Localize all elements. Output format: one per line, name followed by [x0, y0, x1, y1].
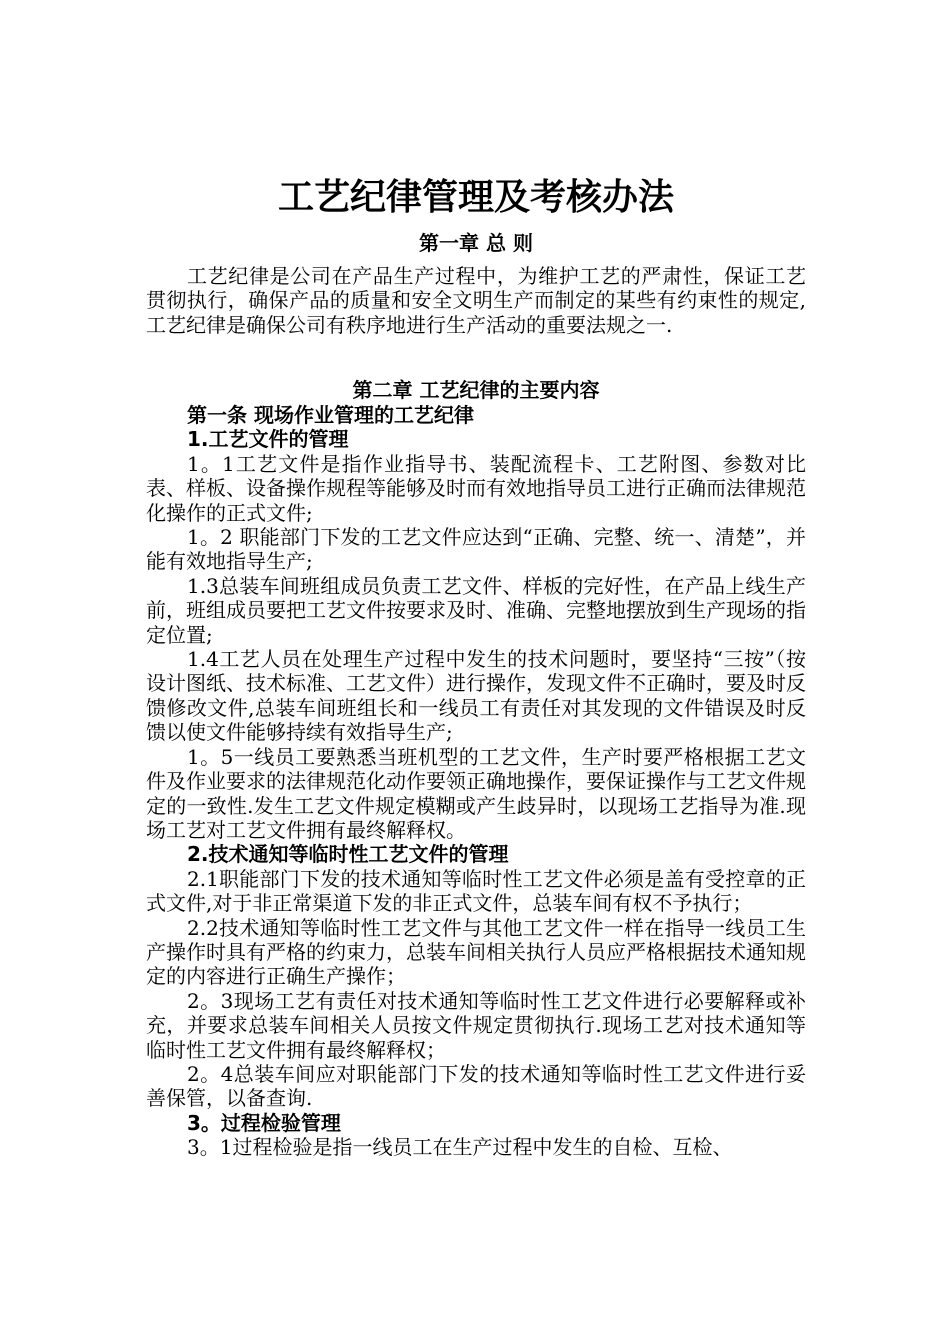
section-1-item: 1。2 职能部门下发的工艺文件应达到“正确、完整、统一、清楚”，并能有效地指导生产; — [146, 525, 806, 574]
section-1-item: 1.3总装车间班组成员负责工艺文件、样板的完好性，在产品上线生产前，班组成员要把工艺文件按要求及时、准确、完整地摆放到生产现场的指定位置; — [146, 573, 806, 647]
chapter-1-body — [146, 264, 806, 337]
section-1-heading: 1.工艺文件的管理 — [187, 427, 349, 452]
article-1-heading: 第一条 现场作业管理的工艺纪律 — [187, 403, 474, 427]
section-2-item: 2.1职能部门下发的技术通知等临时性工艺文件必须是盖有受控章的正式文件,对于非正常渠道下发的非正式文件，总装车间有权不予执行； — [146, 866, 806, 916]
chapter-2-heading: 第二章 工艺纪律的主要内容 — [352, 378, 600, 402]
section-2-item: 2。4总装车间应对职能部门下发的技术通知等临时性工艺文件进行妥善保管，以备查询. — [146, 1061, 806, 1111]
document-title: 工艺纪律管理及考核办法 — [277, 177, 674, 218]
section-2-item: 2。3现场工艺有责任对技术通知等临时性工艺文件进行必要解释或补充，并要求总装车间相关人员按文件规定贯彻执行.现场工艺对技术通知等临时性工艺文件拥有最终解释权； — [146, 988, 806, 1062]
section-1-item: 1。5一线员工要熟悉当班机型的工艺文件，生产时要严格根据工艺文件及作业要求的法律规范化动作要领正确地操作，要保证操作与工艺文件规定的一致性.发生工艺文件规定模糊或产生歧异时，以现场工艺指导为准.现场工艺对工艺文件拥有最终解释权。 — [146, 744, 806, 842]
chapter-2-body — [146, 403, 806, 1160]
section-2-heading: 2.技术通知等临时性工艺文件的管理 — [187, 842, 509, 867]
chapter-1-heading: 第一章 总 则 — [419, 231, 533, 255]
chapter-1-paragraph: 工艺纪律是公司在产品生产过程中，为维护工艺的严肃性，保证工艺贯彻执行，确保产品的质量和安全文明生产而制定的某些有约束性的规定,工艺纪律是确保公司有秩序地进行生产活动的重要法规之一. — [146, 264, 806, 337]
section-3-item: 3。1过程检验是指一线员工在生产过程中发生的自检、互检、 — [187, 1135, 733, 1160]
section-2-item: 2.2技术通知等临时性工艺文件与其他工艺文件一样在指导一线员工生产操作时具有严格的约束力，总装车间相关执行人员应严格根据技术通知规定的内容进行正确生产操作； — [146, 915, 806, 989]
section-1-item: 1.4工艺人员在处理生产过程中发生的技术问题时，要坚持“三按”（按设计图纸、技术标准、工艺文件）进行操作，发现文件不正确时，要及时反馈修改文件,总装车间班组长和一线员工有责任对其发现的文件错误及时反馈以使文件能够持续有效指导生产; — [146, 647, 806, 745]
section-1-item: 1。1工艺文件是指作业指导书、装配流程卡、工艺附图、参数对比表、样板、设备操作规程等能够及时而有效地指导员工进行正确而法律规范化操作的正式文件; — [146, 451, 806, 525]
section-3-heading: 3。过程检验管理 — [187, 1110, 341, 1135]
